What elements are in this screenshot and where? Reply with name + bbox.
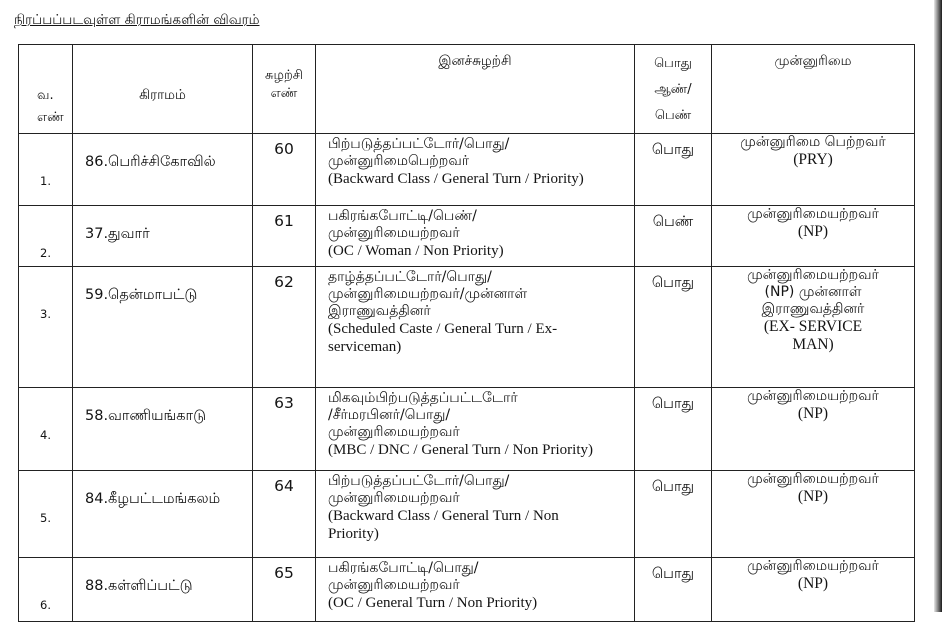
reservation-tamil-line: பகிரங்கபோட்டி/பெண்/ — [328, 208, 477, 224]
table-row — [19, 388, 915, 471]
header-reservation: இனச்சுழற்சி — [316, 45, 635, 134]
priority-english-line: (NP) — [797, 488, 829, 505]
cell-reservation — [316, 471, 635, 558]
cell-serial-number — [19, 267, 73, 388]
cell-gender — [635, 471, 712, 558]
header-gender-line: பெண் — [654, 108, 692, 123]
header-priority: முன்னுரிமை — [712, 45, 915, 134]
cell-reservation — [316, 388, 635, 471]
header-serial-number — [19, 45, 73, 134]
table-header-row — [19, 45, 915, 134]
cell-rotation-number — [253, 206, 316, 267]
reservation-tamil-line: முன்னுரிமையற்றவர் — [328, 577, 460, 593]
serial-number-text: 4. — [40, 428, 51, 442]
cell-village — [73, 471, 253, 558]
reservation-english-line: (MBC / DNC / General Turn / Non Priority) — [328, 442, 594, 458]
priority-tamil-line: முன்னுரிமையற்றவர் — [747, 206, 879, 222]
cell-priority — [712, 471, 915, 558]
cell-priority — [712, 206, 915, 267]
cell-serial-number — [19, 471, 73, 558]
reservation-tamil-line: பிற்படுத்தப்பட்டோர்/பொது/ — [328, 473, 510, 489]
cell-priority — [712, 134, 915, 206]
priority-english-line: (NP) — [797, 405, 829, 422]
rotation-number-text: 60 — [274, 140, 294, 158]
header-serial-number-line: வ. — [37, 88, 54, 103]
reservation-tamil-line: பகிரங்கபோட்டி/பொது/ — [328, 560, 479, 576]
page-title: நிரப்பப்படவுள்ள கிராமங்களின் விவரம் — [14, 12, 260, 28]
rotation-number-text: 61 — [274, 212, 294, 230]
cell-gender — [635, 388, 712, 471]
cell-reservation — [316, 206, 635, 267]
gender-text: பொது — [651, 566, 695, 582]
table-row — [19, 134, 915, 206]
serial-number-text: 2. — [40, 246, 51, 260]
table-row — [19, 471, 915, 558]
serial-number-text: 5. — [40, 511, 51, 525]
village-vacancy-table — [18, 44, 915, 622]
rotation-number-text: 64 — [274, 477, 294, 495]
priority-tamil-line: (NP) முன்னாள் — [764, 284, 862, 300]
cell-gender — [635, 267, 712, 388]
header-village: கிராமம் — [73, 45, 253, 134]
priority-english-line: MAN) — [792, 336, 834, 353]
gender-text: பொது — [651, 479, 695, 495]
reservation-tamil-line: முன்னுரிமையற்றவர் — [328, 225, 460, 241]
village-name-text: 84.கீழபட்டமங்கலம் — [85, 491, 221, 507]
header-gender-line: ஆண்/ — [654, 82, 692, 97]
table-row — [19, 206, 915, 267]
table-row — [19, 267, 915, 388]
header-serial-number-line: எண் — [37, 110, 64, 125]
header-rotation-line: சுழற்சி — [265, 68, 303, 83]
cell-priority — [712, 388, 915, 471]
rotation-number-text: 63 — [274, 394, 294, 412]
cell-priority — [712, 267, 915, 388]
cell-village — [73, 388, 253, 471]
reservation-english-line: (OC / General Turn / Non Priority) — [328, 595, 538, 611]
reservation-english-line: serviceman) — [328, 339, 402, 355]
scan-edge-shadow — [934, 0, 942, 612]
village-name-text: 58.வாணியங்காடு — [85, 408, 207, 424]
gender-text: பொது — [651, 396, 695, 412]
cell-rotation-number — [253, 134, 316, 206]
priority-tamil-line: முன்னுரிமையற்றவர் — [747, 558, 879, 574]
priority-tamil-line: முன்னுரிமை பெற்றவர் — [740, 134, 886, 150]
cell-village — [73, 134, 253, 206]
reservation-tamil-line: தாழ்த்தப்பட்டோர்/பொது/ — [328, 269, 492, 285]
reservation-tamil-line: முன்னுரிமையற்றவர் — [328, 490, 460, 506]
cell-reservation — [316, 267, 635, 388]
reservation-english-line: Priority) — [328, 526, 379, 542]
village-name-text: 59.தென்மாபட்டு — [85, 287, 198, 303]
header-gender-line: பொது — [654, 56, 692, 71]
serial-number-text: 3. — [40, 307, 51, 321]
reservation-tamil-line: பிற்படுத்தப்பட்டோர்/பொது/ — [328, 136, 510, 152]
priority-english-line: (NP) — [797, 575, 829, 592]
priority-english-line: (NP) — [797, 223, 829, 240]
reservation-tamil-line: முன்னுரிமையற்றவர்/முன்னாள் — [328, 286, 528, 302]
header-gender — [635, 45, 712, 134]
cell-rotation-number — [253, 267, 316, 388]
priority-tamil-line: முன்னுரிமையற்றவர் — [747, 388, 879, 404]
reservation-english-line: (Backward Class / General Turn / Non — [328, 508, 559, 524]
priority-tamil-line: இராணுவத்தினர் — [761, 301, 865, 317]
gender-text: பொது — [651, 275, 695, 291]
header-rotation-number — [253, 45, 316, 134]
cell-gender — [635, 206, 712, 267]
reservation-english-line: (Backward Class / General Turn / Priority) — [328, 171, 584, 187]
reservation-english-line: (Scheduled Caste / General Turn / Ex- — [328, 321, 558, 337]
header-rotation-line: எண் — [270, 86, 298, 101]
cell-village — [73, 267, 253, 388]
gender-text: பொது — [651, 142, 695, 158]
reservation-tamil-line: முன்னுரிமைபெற்றவர் — [328, 153, 470, 169]
cell-reservation — [316, 134, 635, 206]
reservation-english-line: (OC / Woman / Non Priority) — [328, 243, 504, 259]
reservation-tamil-line: மிகவும்பிற்படுத்தப்பட்டடோர் — [328, 390, 518, 406]
reservation-tamil-line: இராணுவத்தினர் — [328, 303, 431, 319]
cell-village — [73, 206, 253, 267]
cell-rotation-number — [253, 388, 316, 471]
serial-number-text: 1. — [40, 174, 51, 188]
village-name-text: 37.துவார் — [85, 226, 150, 242]
priority-english-line: (EX- SERVICE — [763, 318, 863, 335]
cell-serial-number — [19, 134, 73, 206]
cell-gender — [635, 134, 712, 206]
priority-tamil-line: முன்னுரிமையற்றவர் — [747, 471, 879, 487]
priority-english-line: (PRY) — [793, 151, 833, 168]
cell-serial-number — [19, 206, 73, 267]
cell-rotation-number — [253, 471, 316, 558]
reservation-tamil-line: /சீர்மரபினர்/பொது/ — [328, 407, 451, 423]
cell-serial-number — [19, 388, 73, 471]
serial-number-text: 6. — [40, 598, 51, 612]
priority-tamil-line: முன்னுரிமையற்றவர் — [747, 267, 879, 283]
rotation-number-text: 62 — [274, 273, 294, 291]
rotation-number-text: 65 — [274, 564, 294, 582]
gender-text: பெண் — [652, 214, 694, 230]
village-name-text: 86.பெரிச்சிகோவில் — [85, 154, 216, 170]
reservation-tamil-line: முன்னுரிமையற்றவர் — [328, 424, 460, 440]
village-name-text: 88.கள்ளிப்பட்டு — [85, 578, 193, 594]
